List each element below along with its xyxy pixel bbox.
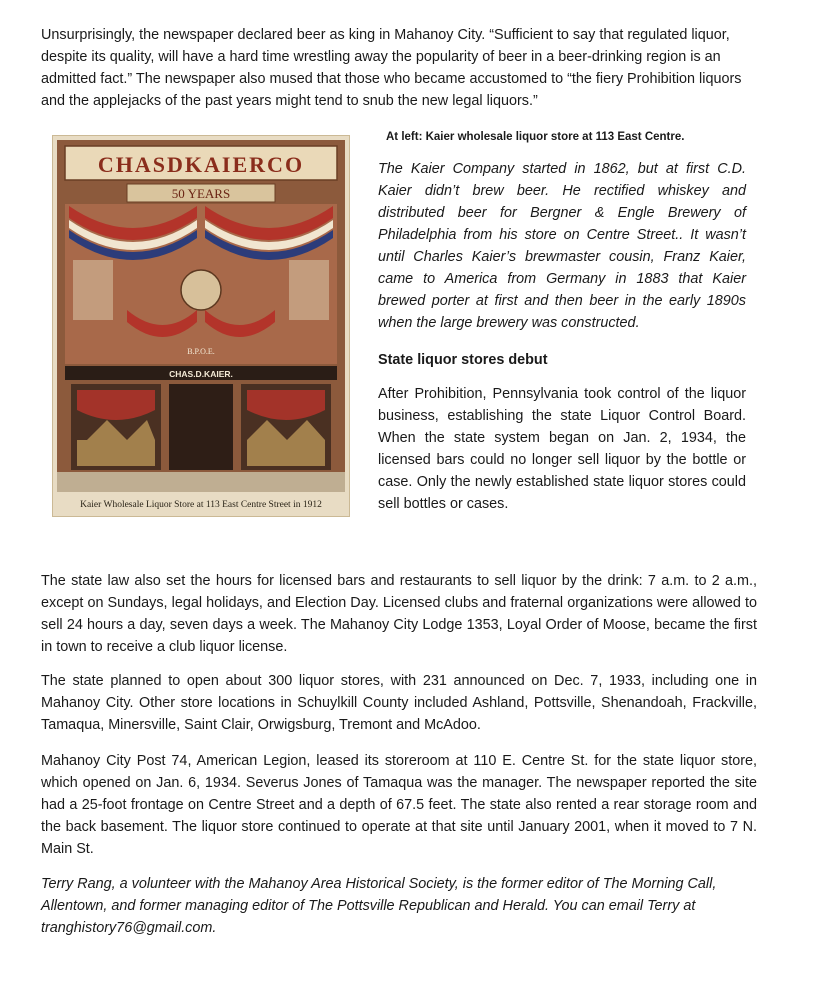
kaier-history-paragraph: The Kaier Company started in 1862, but at first C.D. Kaier didn’t brew beer. He rectified whiskey and distributed beer for Bergner & Engle Brewery of Philadelphia from his store on Centre Street.. It wasn’t until Charles Kaier’s brewmaster cousin, Franz Kaier, came to America from Germany in 1883 that Kaier brewed porter at first and then beer in the early 1890s when the large brewery was constructed.: [378, 161, 746, 331]
storefront-text: CHAS.D.KAIER.: [169, 369, 233, 379]
author-bio: Terry Rang, a volunteer with the Mahanoy Area Historical Society, is the former editor of The Morning Call, Allentown, and former managing editor of The Pottsville Republican and Herald. You can email Terry at tranghistory76@gmail.com.: [41, 876, 717, 936]
kaier-store-photo: [52, 135, 350, 517]
sign-years-text: 50 YEARS: [171, 186, 231, 201]
emblem-text: B.P.O.E.: [187, 347, 215, 356]
sign-top-text: CHASDKAIERCO: [97, 152, 305, 177]
state-law-paragraph: The state law also set the hours for licensed bars and restaurants to sell liquor by the drink: 7 a.m. to 2 a.m., except on Sundays, legal holidays, and Election Day. Licensed clubs and fraternal organizations were allowed to sell 24 hours a day, seven days a week. The Mahanoy City Lodge 1353, Loyal Order of Moose, became the first in town to receive a club liquor license.: [41, 573, 757, 655]
storefront-illustration: [57, 140, 345, 492]
post-74-paragraph: Mahanoy City Post 74, American Legion, leased its storeroom at 110 E. Centre St. for the state liquor store, which opened on Jan. 6, 1934. Severus Jones of Tamaqua was the manager. The newspaper reported the site had a 25-foot frontage on Centre Street and a depth of 67.5 feet. The state also rented a rear storage room and the back basement. The liquor store continued to operate at that site until January 2001, when it moved to 7 N. Main St.: [41, 753, 757, 857]
after-prohibition-paragraph: After Prohibition, Pennsylvania took control of the liquor business, establishing the state Liquor Control Board. When the state system began on Jan. 2, 1934, the licensed bars could no longer sell liquor by the bottle or case. Only the newly established state liquor stores could sell bottles or cases.: [378, 386, 746, 512]
section-subhead: State liquor stores debut: [378, 352, 548, 368]
stores-plan-paragraph: The state planned to open about 300 liquor stores, with 231 announced on Dec. 7, 1933, including one in Mahanoy City. Other store locations in Schuylkill County included Ashland, Pottsville, Shenandoah, Frackville, Tamaqua, Minersville, Saint Clair, Orwigsburg, Tremont and McAdoo.: [41, 673, 757, 733]
intro-paragraph: Unsurprisingly, the newspaper declared beer as king in Mahanoy City. “Sufficient to say that regulated liquor, despite its quality, will have a hard time wrestling away the popularity of beer in a beer-drinking region is an admitted fact.” The newspaper also mused that those who became accustomed to “the fiery Prohibition liquors and the applejacks of the past years might tend to snub the new legal liquors.”: [41, 27, 742, 109]
image-caption-label: At left: Kaier wholesale liquor store at 113 East Centre.: [386, 131, 685, 143]
photo-caption: Kaier Wholesale Liquor Store at 113 East Centre Street in 1912: [80, 500, 322, 510]
